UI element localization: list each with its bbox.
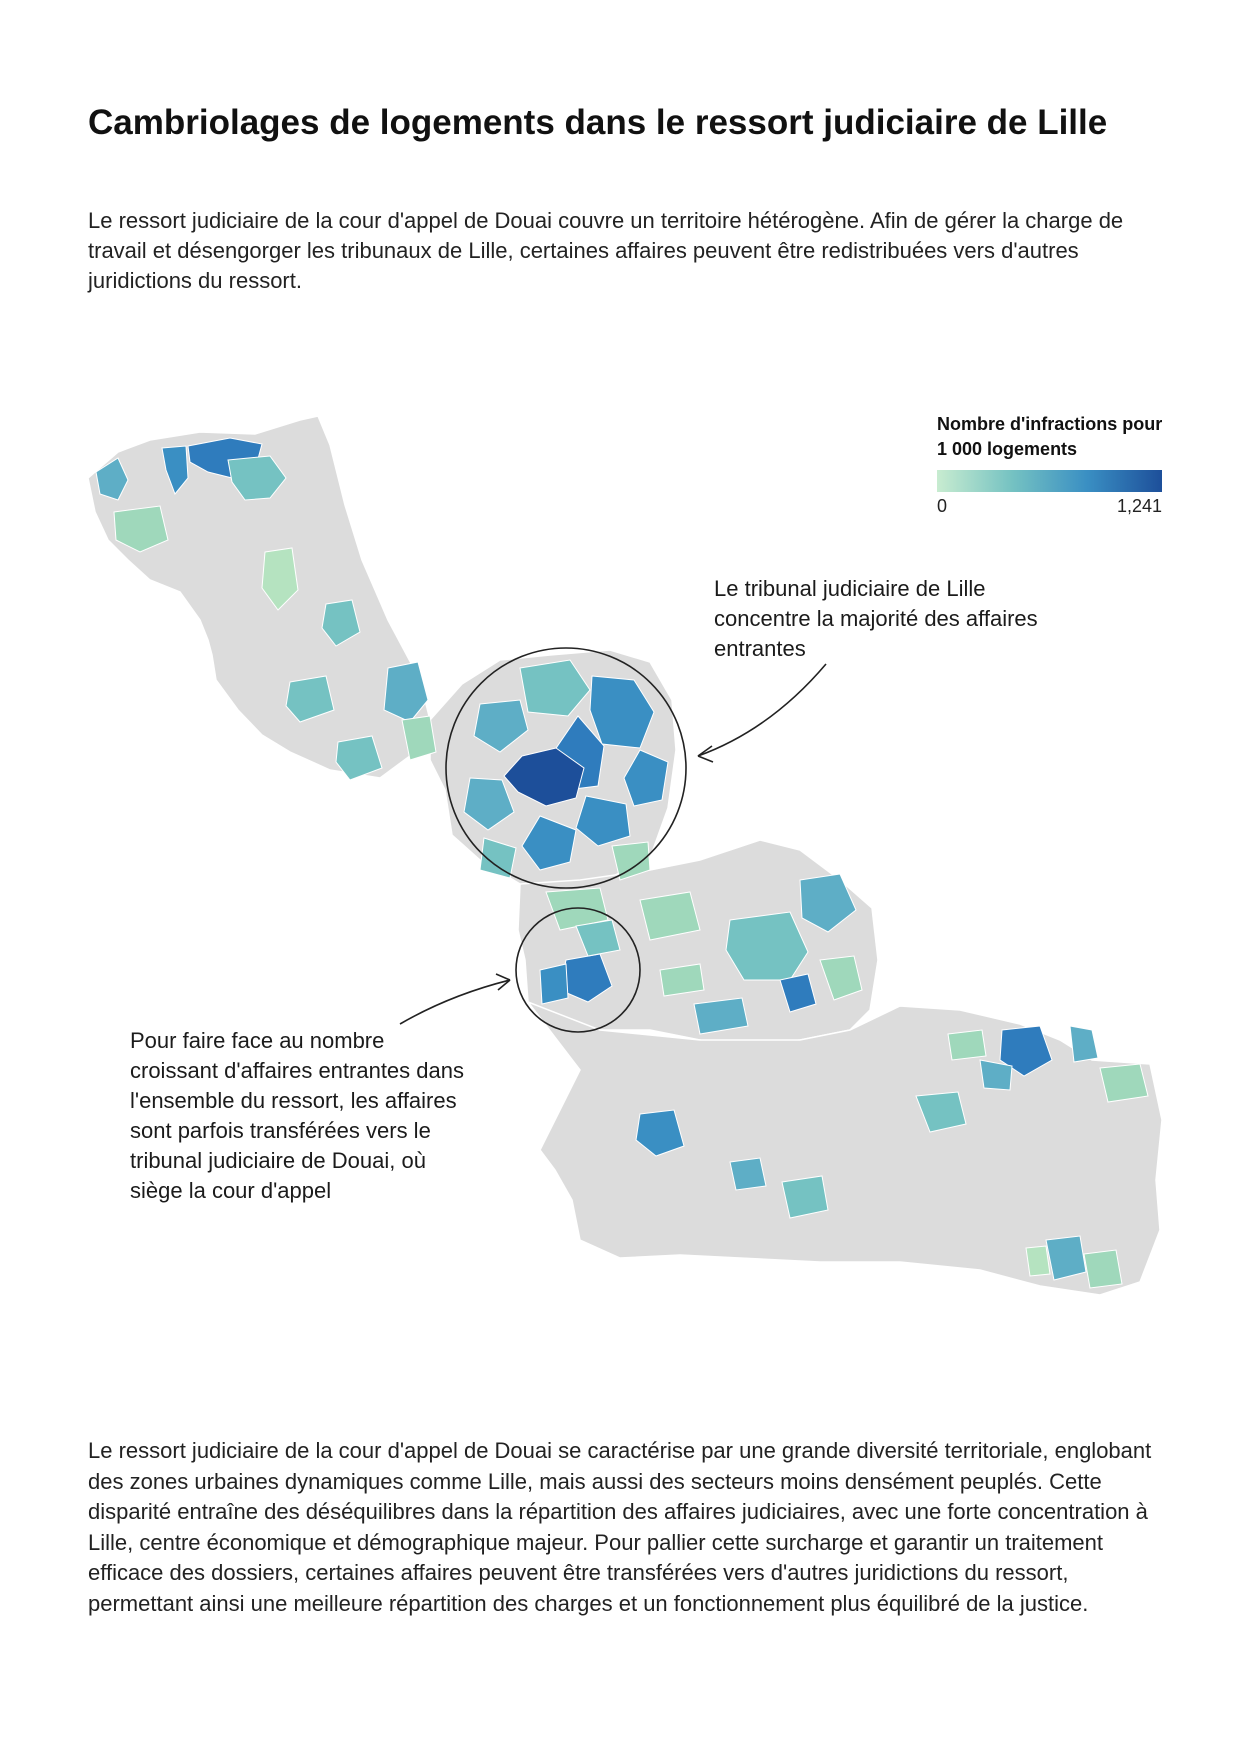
commune-south-3 <box>948 1030 986 1060</box>
commune-belt-2 <box>660 964 704 996</box>
intro-paragraph: Le ressort judiciaire de la cour d'appel de Douai couvre un territoire hétérogène. Afin de gérer la charge de travail et désengorger les tribunaux de Lille, certaines affaires peuvent être redistribuées vers d'autres juridictions du ressort. <box>88 208 1124 293</box>
commune-south-8 <box>730 1158 766 1190</box>
legend-max-label: 1,241 <box>1116 496 1162 516</box>
lille-annotation: Le tribunal judiciaire de Lille concentre la majorité des affaires entrantes <box>714 576 1038 661</box>
commune-south-11 <box>1084 1250 1122 1288</box>
lille-annotation-arrow <box>698 664 826 756</box>
commune-douai-3 <box>540 964 568 1004</box>
commune-south-9 <box>782 1176 828 1218</box>
map-legend <box>937 412 1167 520</box>
commune-south-4 <box>1070 1026 1098 1062</box>
douai-annotation: Pour faire face au nombre croissant d'affaires entrantes dans l'ensemble du ressort, les affaires sont parfois transférées vers le tribunal judiciaire de Douai, où siège la cour d'appel <box>130 1028 464 1203</box>
body-paragraph: Le ressort judiciaire de la cour d'appel de Douai se caractérise par une grande diversité territoriale, englobant des zones urbaines dynamiques comme Lille, mais aussi des secteurs moins densément peuplés. Cette disparité entraîne des déséquilibres dans la répartition des affaires judiciaires, avec une forte concentration à Lille, centre économique et démographique majeur. Pour pallier cette surcharge et garantir un traitement efficace des dossiers, certaines affaires peuvent être transférées vers d'autres juridictions du ressort, permettant ainsi une meilleure répartition des charges et un fonctionnement plus équilibré de la justice. <box>88 1438 1152 1616</box>
commune-south-12 <box>1026 1246 1050 1276</box>
legend-color-scale <box>937 470 1162 492</box>
legend-min-label: 0 <box>937 496 948 516</box>
page-title: Cambriolages de logements dans le ressort judiciaire de Lille <box>88 103 1108 142</box>
legend-labels <box>937 496 1162 520</box>
commune-south-5 <box>1100 1064 1148 1102</box>
legend-title: Nombre d'infractions pour 1 000 logements <box>937 414 1163 459</box>
douai-annotation-arrow <box>400 980 510 1024</box>
